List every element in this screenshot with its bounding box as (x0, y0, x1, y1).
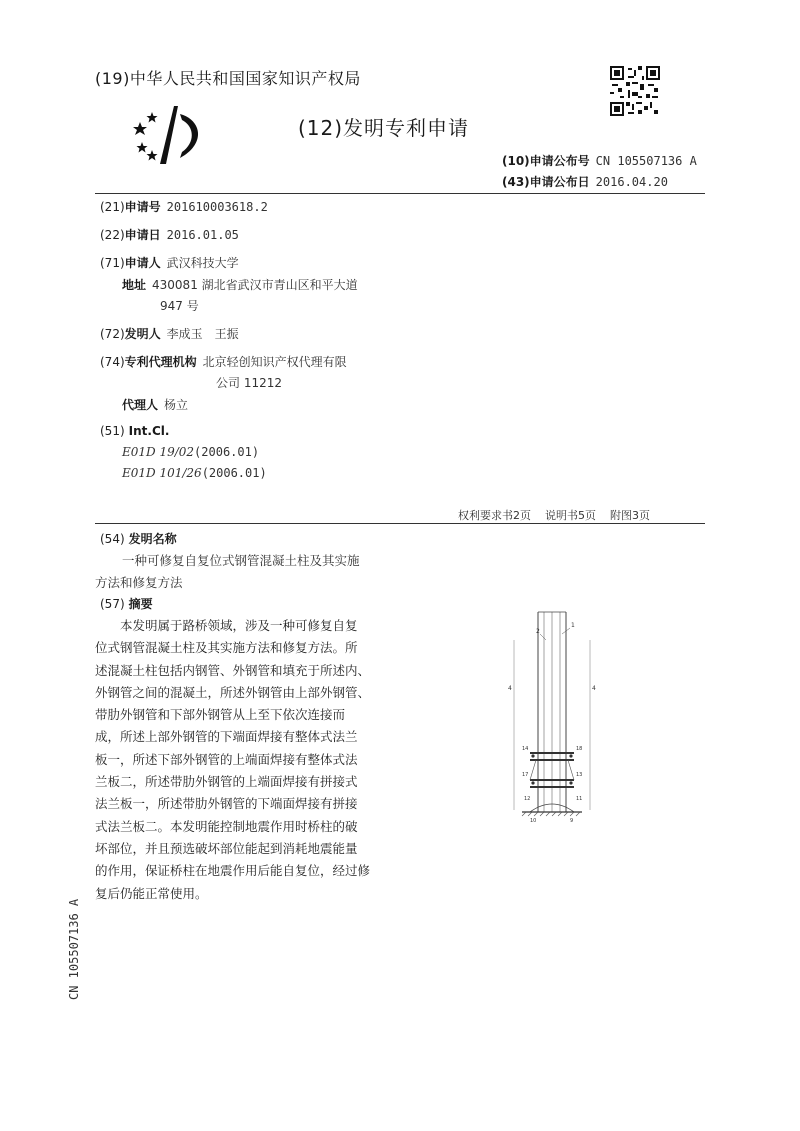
application-date: 2016.01.05 (166, 228, 239, 242)
field-code: (72) (100, 327, 125, 341)
class-version: (2006.01) (194, 445, 260, 459)
description-page-count: 说明书5页 (545, 509, 596, 522)
field-code: (57) (100, 597, 125, 611)
abstract-line: 位式钢管混凝土柱及其实施方法和修复方法。所 (95, 640, 358, 656)
abstract-line: 成，所述上部外钢管的下端面焊接有整体式法兰 (95, 729, 358, 745)
abstract-line: 式法兰板二。本发明能控制地震作用时桥柱的破 (95, 818, 358, 834)
abstract-line: 法兰板一，所述带肋外钢管的下端面焊接有拼接 (95, 796, 358, 812)
abstract-body (95, 615, 395, 905)
field-code: (21) (100, 200, 125, 214)
figure-label: 4 (508, 685, 512, 692)
field-label: 代理人 (122, 398, 159, 412)
agency-field (100, 353, 347, 370)
field-label: 专利代理机构 (124, 355, 197, 369)
header-divider (95, 193, 705, 194)
application-number: 201610003618.2 (166, 200, 268, 214)
int-cl-class-1 (122, 445, 259, 459)
field-label: 申请日 (124, 228, 161, 242)
section-divider (95, 523, 705, 524)
field-label: 发明人 (124, 327, 161, 341)
page-count-row (458, 507, 664, 523)
figure-label: 12 (524, 796, 531, 802)
sipo-logo-icon (130, 100, 210, 170)
figure-label: 10 (530, 818, 537, 824)
abstract-line: 本发明属于路桥领域，涉及一种可修复自复 (95, 618, 358, 633)
class-version: (2006.01) (201, 466, 267, 480)
int-cl-field (100, 424, 169, 438)
field-label: 摘要 (128, 597, 153, 611)
abstract-line: 带肋外钢管和下部外钢管从上至下依次连接而 (95, 707, 346, 723)
field-label: 申请人 (124, 256, 161, 270)
claims-page-count: 权利要求书2页 (458, 509, 531, 522)
figures-page-count: 附图3页 (610, 509, 650, 522)
figure-label: 17 (522, 772, 529, 778)
address-line-2: 947 号 (160, 299, 199, 313)
field-code: (51) (100, 424, 125, 438)
column-drawing-figure (500, 600, 620, 825)
int-cl-class-2 (122, 466, 267, 480)
field-label: Int.Cl. (128, 424, 170, 438)
figure-label: 11 (576, 796, 583, 802)
field-code: (71) (100, 256, 125, 270)
publication-number-label: (10)申请公布号 (502, 154, 590, 168)
abstract-line: 板一，所述下部外钢管的上端面焊接有整体式法 (95, 751, 358, 767)
agent-name: 杨立 (164, 398, 189, 412)
field-label: 发明名称 (128, 532, 177, 546)
figure-label: 2 (536, 628, 540, 635)
figure-label: 4 (592, 685, 596, 692)
applicant-name: 武汉科技大学 (166, 256, 239, 270)
qr-code-icon (610, 66, 660, 116)
application-date-field (100, 226, 239, 243)
figure-label: 18 (576, 746, 583, 752)
abstract-line: 外钢管之间的混凝土，所述外钢管由上部外钢管、 (95, 684, 371, 700)
publication-date-label: (43)申请公布日 (502, 175, 590, 189)
abstract-line: 复后仍能正常使用。 (95, 885, 208, 901)
publication-number-row (502, 152, 697, 169)
field-label: 地址 (122, 278, 147, 292)
address-line-1: 430081 湖北省武汉市青山区和平大道 (152, 278, 358, 292)
field-code: (22) (100, 228, 125, 242)
inventor-names: 李成玉 王振 (166, 327, 239, 341)
document-type-title: (12)发明专利申请 (298, 116, 470, 140)
abstract-line: 兰板二，所述带肋外钢管的上端面焊接有拼接式 (95, 774, 358, 790)
field-code: (74) (100, 355, 125, 369)
field-label: 申请号 (124, 200, 161, 214)
figure-label: 1 (571, 622, 575, 629)
invention-title-line-2: 方法和修复方法 (95, 575, 183, 590)
field-code: (54) (100, 532, 125, 546)
side-publication-number: CN 105507136 A (67, 898, 81, 1000)
inventors-field (100, 325, 239, 342)
agent-field (122, 396, 188, 413)
publication-date: 2016.04.20 (595, 175, 668, 189)
abstract-heading (100, 595, 153, 612)
figure-label: 14 (522, 746, 529, 752)
class-code: E01D 101/26 (122, 466, 202, 480)
application-number-field (100, 198, 268, 215)
invention-title-line-1: 一种可修复自复位式钢管混凝土柱及其实施 (122, 553, 360, 568)
agency-name-line-1: 北京轻创知识产权代理有限 (202, 355, 347, 369)
address-field (122, 276, 358, 293)
figure-label: 13 (576, 772, 583, 778)
issuing-office: (19)中华人民共和国国家知识产权局 (95, 69, 361, 88)
abstract-line: 坏部位，并且预选破坏部位能起到消耗地震能量 (95, 840, 358, 856)
agency-name-line-2: 公司 11212 (216, 376, 282, 390)
class-code: E01D 19/02 (122, 445, 195, 459)
figure-label: 9 (570, 818, 574, 824)
invention-title-heading (100, 530, 177, 547)
abstract-line: 述混凝土柱包括内钢管、外钢管和填充于所述内、 (95, 662, 371, 678)
applicant-field (100, 254, 239, 271)
abstract-line: 的作用，保证桥柱在地震作用后能自复位，经过修 (95, 863, 371, 879)
publication-number: CN 105507136 A (595, 154, 697, 168)
publication-date-row (502, 173, 668, 190)
